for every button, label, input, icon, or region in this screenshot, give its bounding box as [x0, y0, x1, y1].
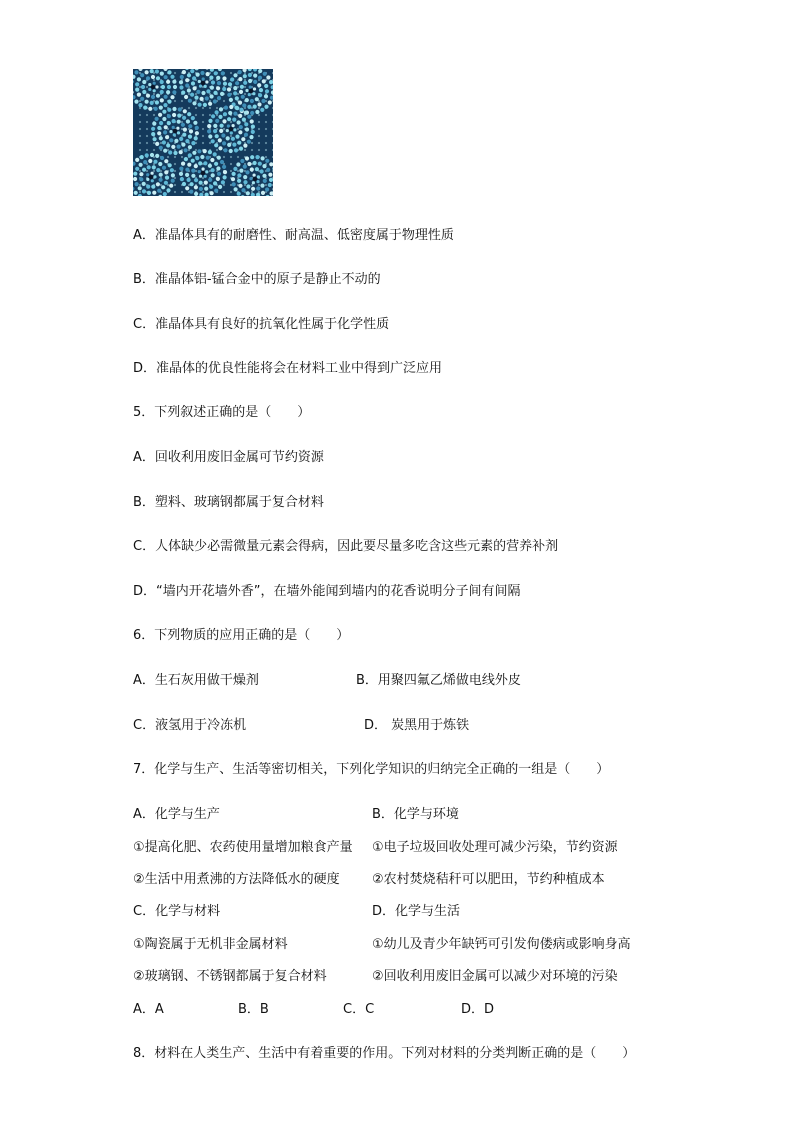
q7-group-d-item-2: ②回收利用废旧金属可以减少对环境的污染: [372, 969, 618, 984]
q8-stem: 8．材料在人类生产、生活中有着重要的作用。下列对材料的分类判断正确的是（ ）: [133, 1046, 636, 1061]
q4-option-a: A．准晶体具有的耐磨性、耐高温、低密度属于物理性质: [133, 228, 454, 243]
q7-group-b-title: B．化学与环境: [372, 807, 459, 822]
q7-group-c-item-2: ②玻璃钢、不锈钢都属于复合材料: [133, 969, 327, 984]
q5-option-a: A．回收利用废旧金属可节约资源: [133, 450, 324, 465]
q7-group-c-title: C．化学与材料: [133, 904, 221, 919]
q6-option-b: B．用聚四氟乙烯做电线外皮: [356, 673, 521, 688]
q5-option-d: D．“墙内开花墙外香”，在墙外能闻到墙内的花香说明分子间有间隔: [133, 584, 521, 599]
q7-answer-c: C．C: [343, 1002, 375, 1017]
q7-group-b-item-2: ②农村焚烧秸秆可以肥田，节约种植成本: [372, 872, 605, 887]
q6-option-d: D． 炭黑用于炼铁: [364, 718, 470, 733]
q5-option-b: B．塑料、玻璃钢都属于复合材料: [133, 495, 324, 510]
q6-option-c: C．液氢用于冷冻机: [133, 718, 247, 733]
q7-group-a-item-2: ②生活中用煮沸的方法降低水的硬度: [133, 872, 340, 887]
q7-group-a-item-1: ①提高化肥、农药使用量增加粮食产量: [133, 840, 353, 855]
q4-option-d: D．准晶体的优良性能将会在材料工业中得到广泛应用: [133, 361, 443, 376]
q4-option-b: B．准晶体铝-锰合金中的原子是静止不动的: [133, 272, 381, 287]
q7-group-a-title: A．化学与生产: [133, 807, 220, 822]
q7-stem: 7．化学与生产、生活等密切相关，下列化学知识的归纳完全正确的一组是（ ）: [133, 762, 610, 777]
q7-answer-a: A．A: [133, 1002, 164, 1017]
q5-option-c: C．人体缺少必需微量元素会得病，因此要尽量多吃含这些元素的营养补剂: [133, 539, 559, 554]
quasicrystal-pattern-image: [133, 69, 273, 196]
q7-answer-d: D．D: [461, 1002, 495, 1017]
q7-group-d-item-1: ①幼儿及青少年缺钙可引发佝偻病或影响身高: [372, 937, 631, 952]
q7-group-b-item-1: ①电子垃圾回收处理可减少污染，节约资源: [372, 840, 618, 855]
q7-group-d-title: D．化学与生活: [372, 904, 461, 919]
q7-group-c-item-1: ①陶瓷属于无机非金属材料: [133, 937, 288, 952]
q5-stem: 5．下列叙述正确的是（ ）: [133, 405, 311, 420]
q6-stem: 6．下列物质的应用正确的是（ ）: [133, 628, 350, 643]
q7-answer-b: B．B: [238, 1002, 269, 1017]
q4-option-c: C．准晶体具有良好的抗氧化性属于化学性质: [133, 317, 390, 332]
q6-option-a: A．生石灰用做干燥剂: [133, 673, 259, 688]
